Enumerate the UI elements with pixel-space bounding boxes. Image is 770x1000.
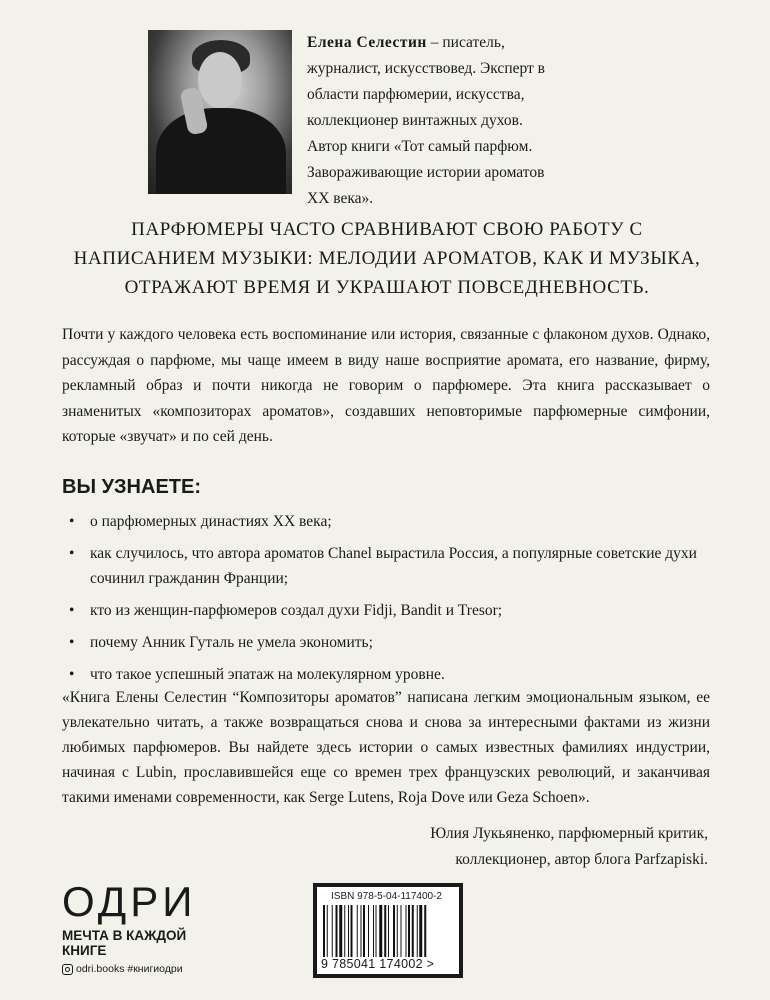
publisher-social-text: odri.books #книгиодри <box>76 963 183 975</box>
bullet-icon: • <box>69 666 75 683</box>
review-attribution <box>308 821 708 873</box>
ean-number: 9 785041 174002 > <box>321 957 435 971</box>
description-paragraph: Почти у каждого человека есть воспоминание или история, связанные с флаконом духов. Однако, рассуждая о парфюме, мы чаще имеем в виду наше восприятие аромата, его название, фирму, рекламный образ и почти никогда не говорим о парфюмере. Эта книга рассказывает о знаменитых «композиторах ароматов», создавших неповторимые парфюмерные симфонии, которые «звучат» и по сей день. <box>62 326 710 445</box>
list-item: • как случилось, что автора ароматов Chanel вырастила Россия, а популярные советские духи сочинил гражданин Франции; <box>62 541 702 591</box>
author-bio <box>307 30 565 212</box>
author-bio-text: – писатель, журналист, искусствовед. Эксперт в области парфюмерии, искусства, коллекционер винтажных духов. Автор книги «Тот самый парфюм. Завораживающие истории ароматов XX века». <box>307 34 546 207</box>
isbn-label: ISBN 978-5-04-117400-2 <box>331 891 442 902</box>
learn-list <box>62 509 702 694</box>
publisher-logo <box>62 880 222 975</box>
publisher-social <box>62 963 222 975</box>
attribution-line-1: Юлия Лукьяненко, парфюмерный критик, <box>430 825 708 842</box>
list-item: • что такое успешный эпатаж на молекулярном уровне. <box>62 662 702 687</box>
bullet-icon: • <box>69 634 75 651</box>
learn-heading: ВЫ УЗНАЕТЕ: <box>62 476 201 498</box>
review-quote: «Книга Елены Селестин “Композиторы ароматов” написана легким эмоциональным языком, ее увлекательно читать, а также возвращаться снова и снова за интересными фактами из жизни любимых парфюмеров. Вы найдете здесь истории о самых известных фамилиях индустрии, начиная с Lubin, прославившейся еще со времен трех французских революций, и заканчивая такими именами современности, как Serge Lutens, Roja Dove или Geza Schoen». <box>62 689 710 806</box>
barcode <box>313 883 463 978</box>
barcode-bars <box>323 905 453 957</box>
list-item: • почему Анник Гуталь не умела экономить; <box>62 630 702 655</box>
lead-text: ПАРФЮМЕРЫ ЧАСТО СРАВНИВАЮТ СВОЮ РАБОТУ С НАПИСАНИЕМ МУЗЫКИ: МЕЛОДИИ АРОМАТОВ, КАК И МУЗЫКА, ОТРАЖАЮТ ВРЕМЯ И УКРАШАЮТ ПОВСЕДНЕВНОСТЬ. <box>73 219 701 298</box>
bullet-icon: • <box>69 545 75 562</box>
list-item: • кто из женщин-парфюмеров создал духи Fidji, Bandit и Tresor; <box>62 598 702 623</box>
author-name: Елена Селестин <box>307 34 427 51</box>
publisher-slogan: МЕЧТА В КАЖДОЙ КНИГЕ <box>62 928 187 958</box>
bullet-icon: • <box>69 602 75 619</box>
list-item: • о парфюмерных династиях XX века; <box>62 509 702 534</box>
author-photo <box>148 30 292 194</box>
bullet-icon: • <box>69 513 75 530</box>
publisher-name: ОДРИ <box>62 878 197 925</box>
attribution-line-2: коллекционер, автор блога Parfzapiski. <box>455 851 708 868</box>
instagram-icon <box>62 964 73 975</box>
